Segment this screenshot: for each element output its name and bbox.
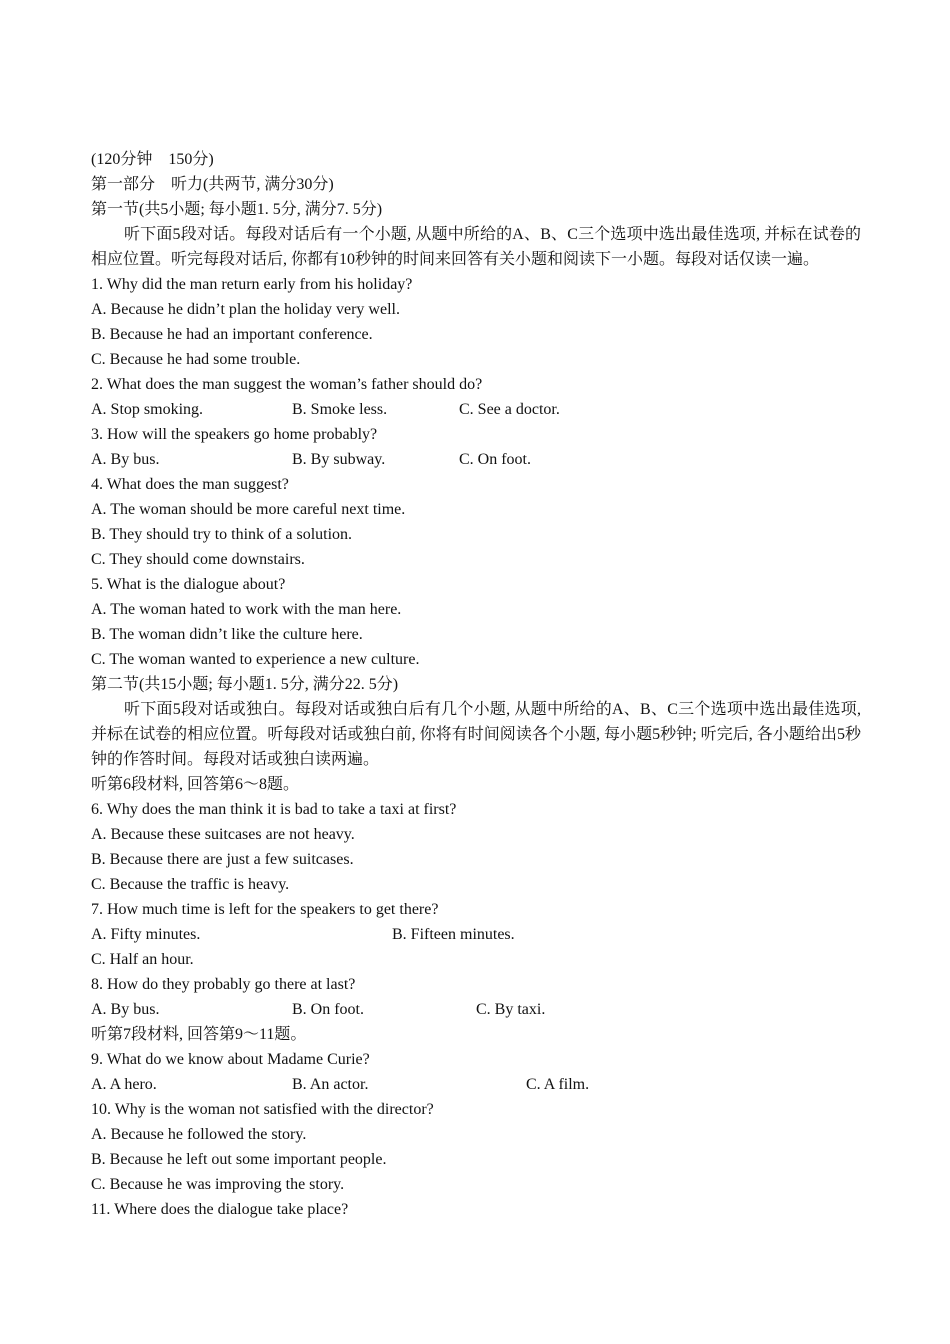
q7-option-c: C. Half an hour.	[91, 951, 194, 968]
q5-option-b: B. The woman didn’t like the culture here.	[91, 626, 363, 643]
q6-option-c: C. Because the traffic is heavy.	[91, 876, 290, 893]
material-7-heading: 听第7段材料, 回答第9～11题。	[91, 1026, 307, 1043]
q2-option-a: A. Stop smoking.	[91, 401, 204, 418]
q8-option-c: C. By taxi.	[476, 1001, 546, 1018]
section-two-heading: 第二节(共15小题; 每小题1. 5分, 满分22. 5分)	[91, 676, 399, 693]
section-one-heading: 第一节(共5小题; 每小题1. 5分, 满分7. 5分)	[91, 201, 383, 218]
q8-option-b: B. On foot.	[292, 1001, 364, 1018]
q3-option-a: A. By bus.	[91, 451, 160, 468]
section-one-instructions: 听下面5段对话。每段对话后有一个小题, 从题中所给的A、B、C三个选项中选出最佳选项, 并标在试卷的相应位置。听完每段对话后, 你都有10秒钟的时间来回答有关小题和阅读下一小题。每段对话仅读一遍。	[91, 226, 861, 268]
q1-option-a: A. Because he didn’t plan the holiday very well.	[91, 301, 400, 318]
q1-option-c: C. Because he had some trouble.	[91, 351, 301, 368]
q9-option-a: A. A hero.	[91, 1076, 157, 1093]
q6-option-a: A. Because these suitcases are not heavy.	[91, 826, 355, 843]
question-8: 8. How do they probably go there at last?	[91, 976, 356, 993]
q3-options	[91, 447, 861, 472]
q3-option-c: C. On foot.	[459, 451, 531, 468]
question-11: 11. Where does the dialogue take place?	[91, 1201, 349, 1218]
question-4: 4. What does the man suggest?	[91, 476, 289, 493]
q6-option-b: B. Because there are just a few suitcases.	[91, 851, 354, 868]
q8-option-a: A. By bus.	[91, 1001, 160, 1018]
q10-option-b: B. Because he left out some important people.	[91, 1151, 387, 1168]
question-7: 7. How much time is left for the speakers to get there?	[91, 901, 439, 918]
q9-option-b: B. An actor.	[292, 1076, 369, 1093]
q4-option-a: A. The woman should be more careful next time.	[91, 501, 406, 518]
q2-option-c: C. See a doctor.	[459, 401, 560, 418]
q2-options	[91, 397, 861, 422]
question-1: 1. Why did the man return early from his holiday?	[91, 276, 413, 293]
q7-options	[91, 922, 861, 947]
q3-option-b: B. By subway.	[292, 451, 386, 468]
q9-option-c: C. A film.	[526, 1076, 590, 1093]
q1-option-b: B. Because he had an important conference.	[91, 326, 373, 343]
q10-option-c: C. Because he was improving the story.	[91, 1176, 345, 1193]
question-6: 6. Why does the man think it is bad to take a taxi at first?	[91, 801, 457, 818]
material-6-heading: 听第6段材料, 回答第6～8题。	[91, 776, 300, 793]
q10-option-a: A. Because he followed the story.	[91, 1126, 307, 1143]
question-2: 2. What does the man suggest the woman’s father should do?	[91, 376, 483, 393]
question-9: 9. What do we know about Madame Curie?	[91, 1051, 370, 1068]
question-10: 10. Why is the woman not satisfied with the director?	[91, 1101, 434, 1118]
section-two-instructions: 听下面5段对话或独白。每段对话或独白后有几个小题, 从题中所给的A、B、C三个选项中选出最佳选项, 并标在试卷的相应位置。听每段对话或独白前, 你将有时间阅读各个小题, 每小题5秒钟; 听完后, 各小题给出5秒钟的作答时间。每段对话或独白读两遍。	[91, 701, 861, 768]
q9-options	[91, 1072, 861, 1097]
q7-option-b: B. Fifteen minutes.	[392, 926, 515, 943]
q5-option-a: A. The woman hated to work with the man here.	[91, 601, 402, 618]
question-3: 3. How will the speakers go home probably?	[91, 426, 378, 443]
q2-option-b: B. Smoke less.	[292, 401, 388, 418]
q5-option-c: C. The woman wanted to experience a new culture.	[91, 651, 420, 668]
exam-info: (120分钟 150分)	[91, 151, 214, 168]
part-one-heading: 第一部分 听力(共两节, 满分30分)	[91, 176, 334, 193]
q7-option-a: A. Fifty minutes.	[91, 926, 201, 943]
exam-page	[91, 147, 861, 1222]
question-5: 5. What is the dialogue about?	[91, 576, 286, 593]
q4-option-b: B. They should try to think of a solution.	[91, 526, 353, 543]
q4-option-c: C. They should come downstairs.	[91, 551, 305, 568]
q8-options	[91, 997, 861, 1022]
